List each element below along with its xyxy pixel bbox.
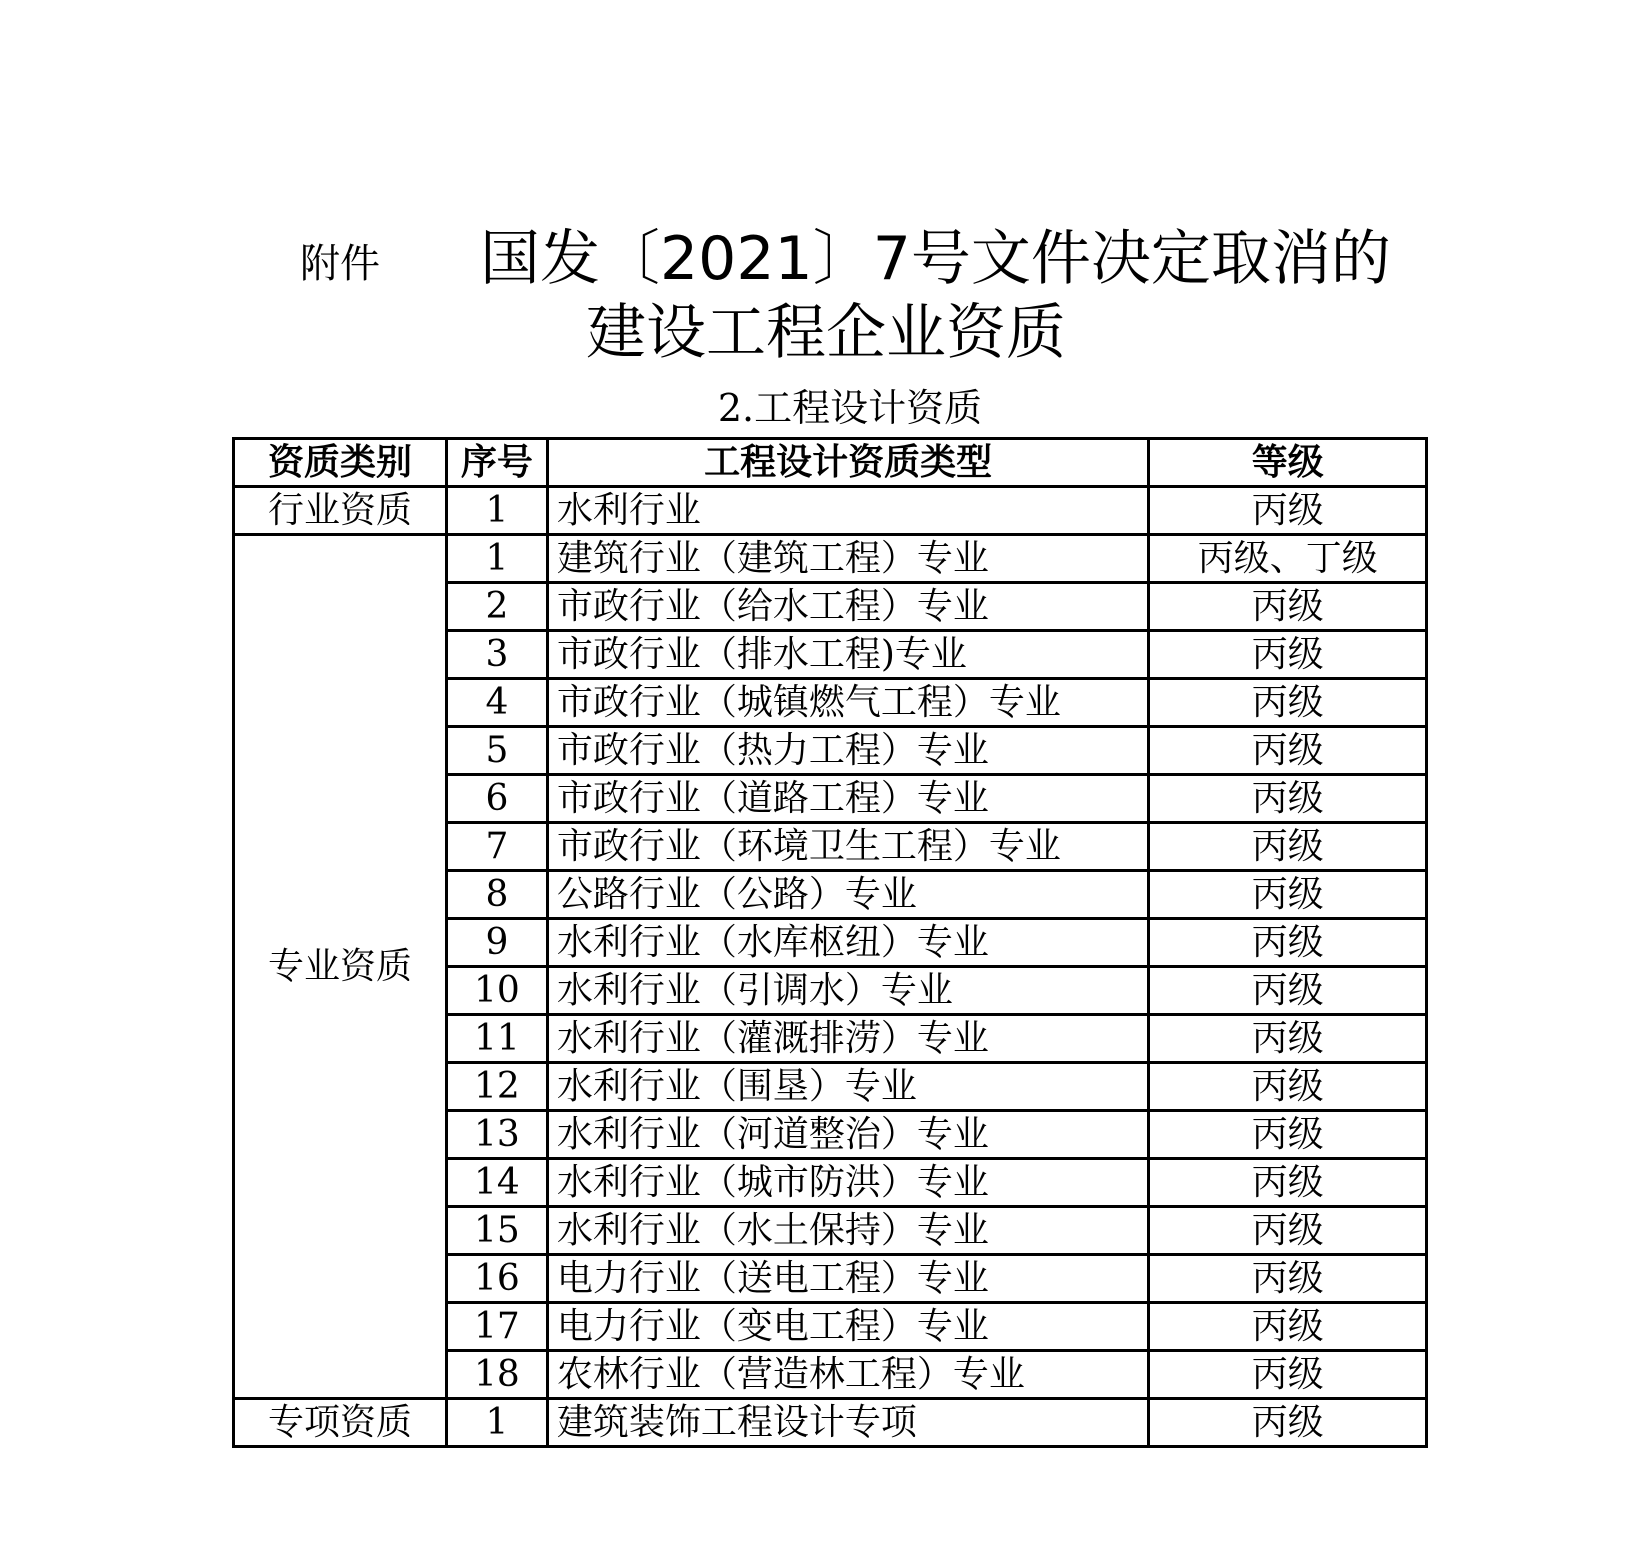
index-cell: 6 xyxy=(446,775,547,823)
index-cell: 4 xyxy=(446,679,547,727)
grade-cell: 丙级、丁级 xyxy=(1149,535,1427,583)
grade-cell: 丙级 xyxy=(1149,487,1427,535)
title-line-1: 国发〔2021〕7号文件决定取消的 xyxy=(480,224,1391,294)
grade-cell: 丙级 xyxy=(1149,631,1427,679)
type-cell: 建筑装饰工程设计专项 xyxy=(547,1399,1149,1447)
table-row xyxy=(234,535,1427,583)
index-cell: 2 xyxy=(446,583,547,631)
grade-cell: 丙级 xyxy=(1149,1111,1427,1159)
index-cell: 3 xyxy=(446,631,547,679)
table-row xyxy=(234,487,1427,535)
document-title xyxy=(480,222,1391,370)
index-cell: 7 xyxy=(446,823,547,871)
grade-cell: 丙级 xyxy=(1149,727,1427,775)
grade-cell: 丙级 xyxy=(1149,1207,1427,1255)
type-cell: 建筑行业（建筑工程）专业 xyxy=(547,535,1149,583)
type-cell: 电力行业（变电工程）专业 xyxy=(547,1303,1149,1351)
type-cell: 水利行业（灌溉排涝）专业 xyxy=(547,1015,1149,1063)
index-cell: 14 xyxy=(446,1159,547,1207)
grade-cell: 丙级 xyxy=(1149,679,1427,727)
index-cell: 15 xyxy=(446,1207,547,1255)
grade-cell: 丙级 xyxy=(1149,1063,1427,1111)
type-cell: 市政行业（道路工程）专业 xyxy=(547,775,1149,823)
attachment-label: 附件 xyxy=(300,241,380,287)
category-cell: 专项资质 xyxy=(234,1399,447,1447)
type-cell: 市政行业（城镇燃气工程）专业 xyxy=(547,679,1149,727)
grade-cell: 丙级 xyxy=(1149,871,1427,919)
grade-cell: 丙级 xyxy=(1149,1159,1427,1207)
grade-cell: 丙级 xyxy=(1149,1255,1427,1303)
index-cell: 10 xyxy=(446,967,547,1015)
type-cell: 水利行业（引调水）专业 xyxy=(547,967,1149,1015)
index-cell: 12 xyxy=(446,1063,547,1111)
index-cell: 18 xyxy=(446,1351,547,1399)
title-line-2: 建设工程企业资质 xyxy=(586,298,1066,368)
type-cell: 市政行业（给水工程）专业 xyxy=(547,583,1149,631)
type-cell: 电力行业（送电工程）专业 xyxy=(547,1255,1149,1303)
type-cell: 市政行业（热力工程）专业 xyxy=(547,727,1149,775)
grade-cell: 丙级 xyxy=(1149,775,1427,823)
table-row xyxy=(234,1399,1427,1447)
category-cell: 行业资质 xyxy=(234,487,447,535)
grade-cell: 丙级 xyxy=(1149,1303,1427,1351)
header-grade: 等级 xyxy=(1149,439,1427,487)
type-cell: 市政行业（排水工程)专业 xyxy=(547,631,1149,679)
type-cell: 水利行业（水土保持）专业 xyxy=(547,1207,1149,1255)
index-cell: 13 xyxy=(446,1111,547,1159)
type-cell: 农林行业（营造林工程）专业 xyxy=(547,1351,1149,1399)
index-cell: 1 xyxy=(446,535,547,583)
type-cell: 水利行业（水库枢纽）专业 xyxy=(547,919,1149,967)
header-category: 资质类别 xyxy=(234,439,447,487)
qualification-table xyxy=(232,437,1428,1448)
header-type: 工程设计资质类型 xyxy=(547,439,1149,487)
grade-cell: 丙级 xyxy=(1149,1351,1427,1399)
index-cell: 11 xyxy=(446,1015,547,1063)
index-cell: 1 xyxy=(446,1399,547,1447)
section-title: 2.工程设计资质 xyxy=(717,386,983,430)
grade-cell: 丙级 xyxy=(1149,1015,1427,1063)
index-cell: 5 xyxy=(446,727,547,775)
table-header-row xyxy=(234,439,1427,487)
type-cell: 水利行业（围垦）专业 xyxy=(547,1063,1149,1111)
category-cell: 专业资质 xyxy=(234,535,447,1399)
index-cell: 17 xyxy=(446,1303,547,1351)
table-body xyxy=(234,487,1427,1447)
type-cell: 公路行业（公路）专业 xyxy=(547,871,1149,919)
grade-cell: 丙级 xyxy=(1149,967,1427,1015)
type-cell: 水利行业（河道整治）专业 xyxy=(547,1111,1149,1159)
grade-cell: 丙级 xyxy=(1149,919,1427,967)
index-cell: 16 xyxy=(446,1255,547,1303)
type-cell: 市政行业（环境卫生工程）专业 xyxy=(547,823,1149,871)
index-cell: 8 xyxy=(446,871,547,919)
grade-cell: 丙级 xyxy=(1149,823,1427,871)
type-cell: 水利行业 xyxy=(547,487,1149,535)
grade-cell: 丙级 xyxy=(1149,583,1427,631)
index-cell: 1 xyxy=(446,487,547,535)
index-cell: 9 xyxy=(446,919,547,967)
type-cell: 水利行业（城市防洪）专业 xyxy=(547,1159,1149,1207)
grade-cell: 丙级 xyxy=(1149,1399,1427,1447)
header-index: 序号 xyxy=(446,439,547,487)
